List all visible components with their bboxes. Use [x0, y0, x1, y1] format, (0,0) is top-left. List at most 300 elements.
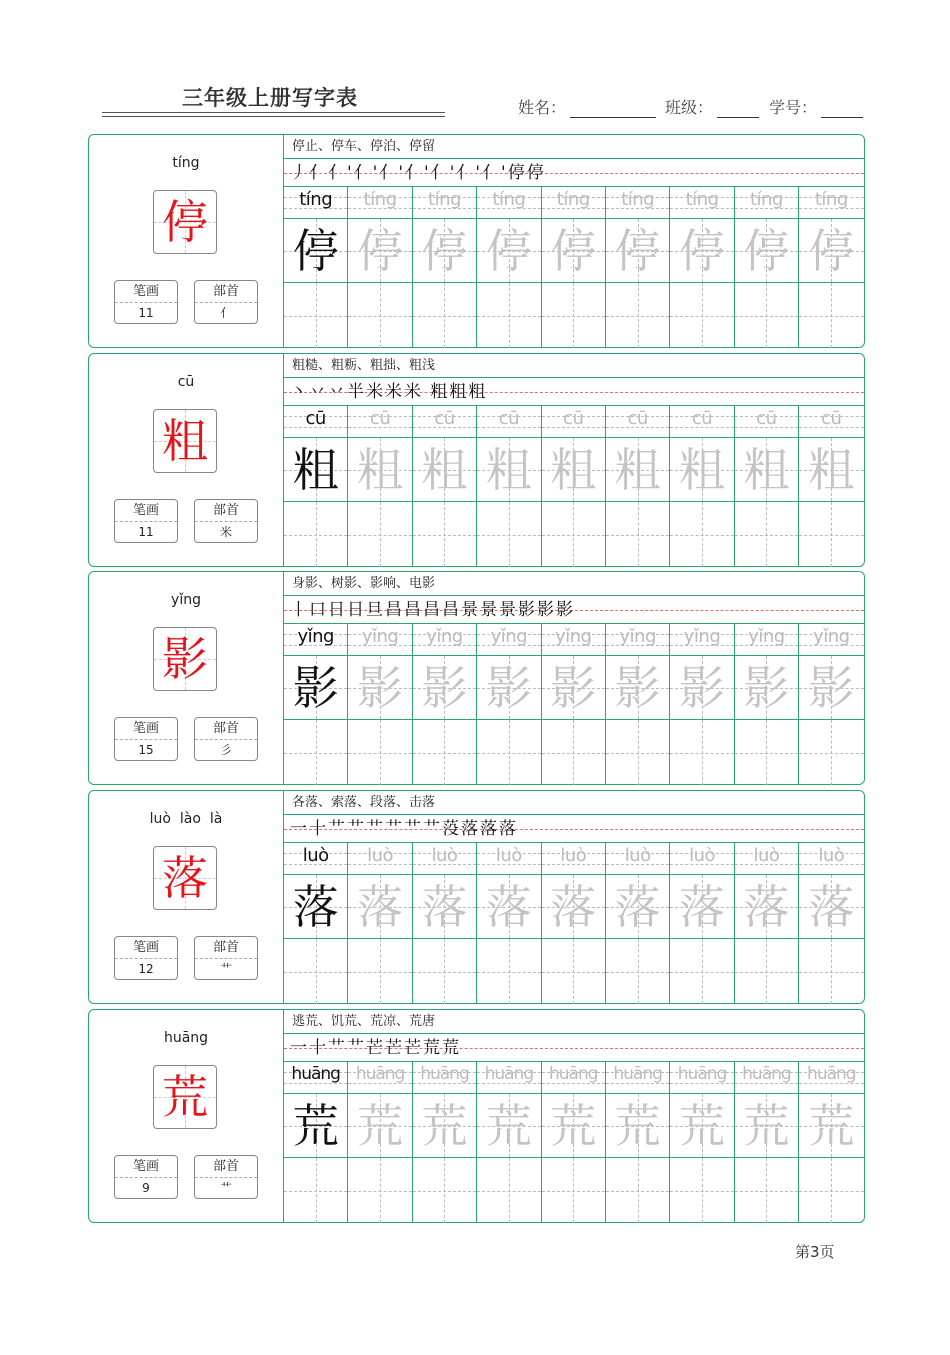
- stroke-count-value: 12: [138, 962, 154, 976]
- practice-column: [477, 843, 541, 1004]
- tracing-cell[interactable]: [477, 219, 540, 283]
- pinyin-cell: [799, 843, 863, 875]
- practice-column: [542, 1062, 606, 1223]
- practice-grid: [284, 406, 864, 567]
- practice-char: 影: [614, 661, 661, 715]
- practice-char: 落: [421, 880, 468, 934]
- char-display-box: [153, 190, 217, 254]
- practice-column: [606, 187, 670, 348]
- practice-column: [477, 1062, 541, 1223]
- tracing-cell[interactable]: [284, 219, 347, 283]
- tracing-cell[interactable]: [348, 656, 411, 720]
- practice-column: [735, 624, 799, 785]
- practice-column: [413, 406, 477, 567]
- practice-pinyin: cū: [434, 408, 455, 429]
- practice-panel: [284, 354, 864, 566]
- practice-column: [606, 1062, 670, 1223]
- practice-pinyin: yǐng: [361, 626, 399, 647]
- pinyin-cell: [735, 406, 798, 438]
- practice-char: 落: [743, 880, 790, 934]
- radical-value: 艹: [219, 962, 232, 976]
- writing-cell[interactable]: [799, 939, 863, 1004]
- practice-column: [284, 843, 348, 1004]
- practice-column: [799, 406, 863, 567]
- char-display-box: [153, 1065, 217, 1129]
- practice-char: 落: [679, 880, 726, 934]
- tracing-cell[interactable]: [477, 438, 540, 502]
- writing-cell[interactable]: [284, 720, 347, 785]
- practice-pinyin: tíng: [621, 189, 655, 210]
- practice-char: 粗: [485, 443, 532, 497]
- char-info-panel: [89, 135, 284, 347]
- practice-column: [670, 843, 734, 1004]
- practice-char: 粗: [421, 443, 468, 497]
- pinyin-cell: [477, 187, 540, 219]
- writing-cell[interactable]: [670, 502, 733, 567]
- practice-char: 荒: [743, 1099, 790, 1153]
- stroke-count-value: 11: [138, 306, 154, 320]
- practice-pinyin: yǐng: [490, 626, 528, 647]
- practice-char: 停: [550, 224, 597, 278]
- practice-char: 荒: [550, 1099, 597, 1153]
- practice-column: [542, 187, 606, 348]
- writing-cell[interactable]: [348, 720, 411, 785]
- writing-cell[interactable]: [606, 502, 669, 567]
- id-label: 学号：: [769, 98, 818, 117]
- practice-char: 荒: [679, 1099, 726, 1153]
- pinyin-cell: [477, 406, 540, 438]
- tracing-cell[interactable]: [542, 438, 605, 502]
- practice-char: 影: [292, 661, 339, 715]
- stroke-order-row: [284, 815, 864, 843]
- practice-column: [348, 406, 412, 567]
- featured-char: 停: [162, 195, 208, 249]
- practice-pinyin: cū: [563, 408, 584, 429]
- practice-column: [799, 187, 863, 348]
- tracing-cell[interactable]: [606, 438, 669, 502]
- practice-column: [799, 1062, 863, 1223]
- pinyin-cell: [799, 406, 863, 438]
- practice-pinyin: luò: [624, 845, 651, 866]
- writing-cell[interactable]: [735, 283, 798, 348]
- stroke-count-box: [114, 1155, 178, 1199]
- writing-cell[interactable]: [606, 1158, 669, 1223]
- practice-char: 停: [743, 224, 790, 278]
- writing-cell[interactable]: [542, 502, 605, 567]
- practice-column: [735, 406, 799, 567]
- tracing-cell[interactable]: [348, 875, 411, 939]
- practice-column: [799, 843, 863, 1004]
- writing-cell[interactable]: [348, 1158, 411, 1223]
- pinyin-cell: [735, 1062, 798, 1094]
- practice-pinyin: tíng: [685, 189, 719, 210]
- practice-panel: [284, 572, 864, 784]
- writing-cell[interactable]: [735, 720, 798, 785]
- pinyin-cell: [670, 843, 733, 875]
- pinyin-cell: [348, 843, 411, 875]
- practice-char: 影: [421, 661, 468, 715]
- tracing-cell[interactable]: [348, 1094, 411, 1158]
- practice-column: [606, 843, 670, 1004]
- practice-panel: [284, 791, 864, 1003]
- practice-column: [670, 406, 734, 567]
- practice-char: 荒: [808, 1099, 855, 1153]
- practice-grid: [284, 624, 864, 785]
- writing-cell[interactable]: [284, 283, 347, 348]
- tracing-cell[interactable]: [670, 1094, 733, 1158]
- tracing-cell[interactable]: [477, 1094, 540, 1158]
- pinyin-cell: [799, 187, 863, 219]
- practice-pinyin: cū: [821, 408, 842, 429]
- radical-value: 米: [219, 525, 232, 539]
- stroke-order-sequence: 一十艹艹艹艹艹艹莈落落落: [290, 819, 518, 839]
- tracing-cell[interactable]: [606, 656, 669, 720]
- name-field[interactable]: [518, 95, 656, 118]
- tracing-cell[interactable]: [670, 656, 733, 720]
- pinyin-cell: [606, 1062, 669, 1094]
- practice-char: 荒: [357, 1099, 404, 1153]
- practice-pinyin: cū: [369, 408, 391, 429]
- practice-char: 影: [550, 661, 597, 715]
- practice-column: [670, 187, 734, 348]
- radical-label: 部首: [195, 500, 257, 522]
- stroke-count-label: 笔画: [115, 500, 177, 522]
- pinyin-cell: [670, 1062, 733, 1094]
- class-label: 班级：: [665, 98, 714, 117]
- writing-cell[interactable]: [735, 939, 798, 1004]
- writing-cell[interactable]: [348, 502, 411, 567]
- writing-cell[interactable]: [413, 720, 476, 785]
- writing-cell[interactable]: [606, 939, 669, 1004]
- pinyin-cell: [799, 624, 863, 656]
- practice-pinyin: tíng: [428, 189, 461, 210]
- practice-column: [413, 624, 477, 785]
- writing-cell[interactable]: [799, 283, 863, 348]
- practice-column: [413, 187, 477, 348]
- tracing-cell[interactable]: [606, 219, 669, 283]
- practice-pinyin: luò: [689, 845, 715, 866]
- stroke-order-sequence: 丶丷丷半米米米 粗粗粗: [290, 382, 488, 402]
- character-card: [88, 1009, 865, 1223]
- stroke-count-box: [114, 280, 178, 324]
- writing-cell[interactable]: [542, 283, 605, 348]
- name-blank[interactable]: [570, 100, 656, 118]
- practice-column: [284, 624, 348, 785]
- class-field[interactable]: [665, 95, 759, 118]
- featured-char: 影: [162, 632, 208, 686]
- practice-column: [477, 406, 541, 567]
- radical-value: 亻: [219, 306, 232, 320]
- practice-char: 荒: [614, 1099, 661, 1153]
- writing-cell[interactable]: [542, 1158, 605, 1223]
- practice-char: 落: [808, 880, 855, 934]
- writing-cell[interactable]: [606, 720, 669, 785]
- practice-char: 影: [743, 661, 790, 715]
- practice-column: [799, 624, 863, 785]
- practice-char: 粗: [679, 443, 726, 497]
- radical-label: 部首: [195, 937, 257, 959]
- practice-char: 影: [679, 661, 726, 715]
- pinyin-cell: [348, 624, 411, 656]
- example-words: 粗糙、粗粝、粗拙、粗浅: [284, 354, 864, 378]
- writing-cell[interactable]: [413, 283, 476, 348]
- practice-char: 粗: [550, 443, 597, 497]
- page-number: 第3页: [795, 1243, 835, 1261]
- stroke-order-sequence: 丿亻亻'亻'亻'亻'亻'亻'亻'停停: [290, 163, 546, 183]
- title-underline-2: [102, 116, 445, 117]
- tracing-cell[interactable]: [413, 1094, 476, 1158]
- practice-char: 停: [485, 224, 532, 278]
- practice-pinyin: huāng: [613, 1064, 662, 1084]
- writing-cell[interactable]: [799, 502, 863, 567]
- example-words: 各落、索落、段落、击落: [284, 791, 864, 815]
- radical-label: 部首: [195, 1156, 257, 1178]
- tracing-cell[interactable]: [348, 219, 411, 283]
- writing-cell[interactable]: [477, 1158, 540, 1223]
- practice-pinyin: tíng: [363, 189, 397, 210]
- tracing-cell[interactable]: [477, 656, 540, 720]
- tracing-cell[interactable]: [606, 1094, 669, 1158]
- pinyin-cell: [670, 187, 733, 219]
- char-pinyin: luò lào là: [149, 811, 223, 827]
- example-words: 停止、停车、停泊、停留: [284, 135, 864, 159]
- writing-cell[interactable]: [670, 939, 733, 1004]
- practice-pinyin: tíng: [299, 189, 333, 210]
- pinyin-cell: [284, 624, 347, 656]
- radical-value: 彡: [219, 743, 232, 757]
- tracing-cell[interactable]: [735, 1094, 798, 1158]
- pinyin-cell: [735, 624, 798, 656]
- radical-box: [194, 936, 258, 980]
- example-words: 逃荒、饥荒、荒凉、荒唐: [284, 1010, 864, 1034]
- pinyin-cell: [477, 843, 540, 875]
- practice-char: 停: [679, 224, 726, 278]
- practice-pinyin: cū: [691, 408, 713, 429]
- practice-char: 停: [292, 224, 339, 278]
- writing-cell[interactable]: [477, 939, 540, 1004]
- character-card: [88, 571, 865, 785]
- pinyin-cell: [284, 1062, 347, 1094]
- tracing-cell[interactable]: [413, 656, 476, 720]
- writing-cell[interactable]: [413, 939, 476, 1004]
- practice-column: [735, 187, 799, 348]
- writing-cell[interactable]: [542, 939, 605, 1004]
- pinyin-cell: [348, 406, 411, 438]
- stroke-count-box: [114, 717, 178, 761]
- practice-char: 影: [357, 661, 404, 715]
- radical-box: [194, 1155, 258, 1199]
- tracing-cell[interactable]: [284, 1094, 347, 1158]
- pinyin-cell: [542, 187, 605, 219]
- tracing-cell[interactable]: [735, 875, 798, 939]
- writing-cell[interactable]: [284, 939, 347, 1004]
- practice-column: [348, 1062, 412, 1223]
- practice-column: [670, 1062, 734, 1223]
- practice-pinyin: yǐng: [297, 626, 334, 647]
- tracing-cell[interactable]: [542, 219, 605, 283]
- practice-pinyin: yǐng: [619, 626, 656, 647]
- pinyin-cell: [606, 406, 669, 438]
- pinyin-cell: [413, 187, 476, 219]
- pinyin-cell: [348, 187, 411, 219]
- practice-column: [606, 406, 670, 567]
- practice-pinyin: huāng: [291, 1064, 340, 1084]
- practice-char: 荒: [292, 1099, 339, 1153]
- practice-column: [284, 406, 348, 567]
- example-words: 身影、树影、影响、电影: [284, 572, 864, 596]
- char-pinyin: cū: [177, 374, 195, 390]
- class-blank[interactable]: [717, 100, 759, 118]
- char-display-box: [153, 627, 217, 691]
- practice-pinyin: yǐng: [426, 626, 463, 647]
- practice-pinyin: luò: [495, 845, 522, 866]
- writing-cell[interactable]: [606, 283, 669, 348]
- writing-cell[interactable]: [799, 1158, 863, 1223]
- practice-column: [670, 624, 734, 785]
- practice-column: [542, 624, 606, 785]
- practice-pinyin: luò: [753, 845, 780, 866]
- writing-cell[interactable]: [542, 720, 605, 785]
- stroke-count-value: 11: [138, 525, 154, 539]
- writing-cell[interactable]: [284, 502, 347, 567]
- page-title: 三年级上册写字表: [182, 86, 358, 110]
- practice-pinyin: luò: [818, 845, 845, 866]
- tracing-cell[interactable]: [284, 656, 347, 720]
- id-field[interactable]: [769, 95, 863, 118]
- featured-char: 粗: [162, 414, 208, 468]
- pinyin-cell: [477, 1062, 540, 1094]
- writing-cell[interactable]: [670, 1158, 733, 1223]
- stroke-order-sequence: 一十艹艹芒芒芒荒荒: [290, 1038, 461, 1058]
- tracing-cell[interactable]: [477, 875, 540, 939]
- tracing-cell[interactable]: [799, 656, 863, 720]
- pinyin-cell: [799, 1062, 863, 1094]
- writing-cell[interactable]: [670, 283, 733, 348]
- practice-column: [735, 1062, 799, 1223]
- tracing-cell[interactable]: [670, 219, 733, 283]
- practice-column: [348, 624, 412, 785]
- pinyin-cell: [413, 843, 476, 875]
- practice-column: [284, 1062, 348, 1223]
- practice-char: 粗: [292, 443, 339, 497]
- practice-char: 停: [357, 224, 404, 278]
- pinyin-cell: [477, 624, 540, 656]
- tracing-cell[interactable]: [348, 438, 411, 502]
- tracing-cell[interactable]: [670, 875, 733, 939]
- tracing-cell[interactable]: [542, 656, 605, 720]
- practice-column: [735, 843, 799, 1004]
- tracing-cell[interactable]: [413, 219, 476, 283]
- radical-label: 部首: [195, 281, 257, 303]
- tracing-cell[interactable]: [735, 438, 798, 502]
- char-pinyin: huāng: [163, 1030, 209, 1046]
- tracing-cell[interactable]: [735, 219, 798, 283]
- practice-pinyin: huāng: [807, 1064, 856, 1084]
- pinyin-cell: [606, 843, 669, 875]
- practice-pinyin: huāng: [677, 1064, 727, 1084]
- practice-char: 落: [614, 880, 661, 934]
- writing-cell[interactable]: [477, 502, 540, 567]
- writing-cell[interactable]: [735, 502, 798, 567]
- writing-cell[interactable]: [477, 720, 540, 785]
- tracing-cell[interactable]: [413, 438, 476, 502]
- practice-char: 落: [485, 880, 532, 934]
- writing-cell[interactable]: [413, 502, 476, 567]
- stroke-order-row: [284, 596, 864, 624]
- featured-char: 落: [162, 851, 208, 905]
- tracing-cell[interactable]: [799, 438, 863, 502]
- practice-pinyin: tíng: [556, 189, 590, 210]
- tracing-cell[interactable]: [606, 875, 669, 939]
- writing-cell[interactable]: [348, 939, 411, 1004]
- stroke-order-row: [284, 159, 864, 187]
- stroke-order-row: [284, 1034, 864, 1062]
- radical-box: [194, 499, 258, 543]
- stroke-count-value: 9: [142, 1181, 150, 1195]
- id-blank[interactable]: [821, 100, 863, 118]
- stroke-count-box: [114, 936, 178, 980]
- pinyin-cell: [542, 843, 605, 875]
- practice-pinyin: cū: [305, 408, 326, 429]
- stroke-order-sequence: 丨口日日旦昌昌昌昌景景景影影影: [290, 600, 575, 620]
- stroke-count-label: 笔画: [115, 718, 177, 740]
- tracing-cell[interactable]: [735, 656, 798, 720]
- tracing-cell[interactable]: [542, 875, 605, 939]
- practice-pinyin: tíng: [749, 189, 783, 210]
- tracing-cell[interactable]: [799, 219, 863, 283]
- pinyin-cell: [284, 843, 347, 875]
- character-card: [88, 790, 865, 1004]
- writing-cell[interactable]: [799, 720, 863, 785]
- practice-char: 粗: [614, 443, 661, 497]
- practice-pinyin: yǐng: [813, 626, 850, 647]
- writing-cell[interactable]: [670, 720, 733, 785]
- practice-column: [477, 187, 541, 348]
- stroke-count-box: [114, 499, 178, 543]
- char-pinyin: yǐng: [171, 592, 201, 608]
- practice-pinyin: cū: [498, 408, 520, 429]
- tracing-cell[interactable]: [413, 875, 476, 939]
- practice-panel: [284, 135, 864, 347]
- writing-cell[interactable]: [735, 1158, 798, 1223]
- radical-label: 部首: [195, 718, 257, 740]
- radical-box: [194, 280, 258, 324]
- pinyin-cell: [542, 624, 605, 656]
- pinyin-cell: [542, 406, 605, 438]
- writing-cell[interactable]: [477, 283, 540, 348]
- practice-column: [348, 187, 412, 348]
- writing-cell[interactable]: [413, 1158, 476, 1223]
- pinyin-cell: [606, 187, 669, 219]
- tracing-cell[interactable]: [284, 438, 347, 502]
- pinyin-cell: [413, 406, 476, 438]
- char-display-box: [153, 409, 217, 473]
- practice-char: 粗: [808, 443, 855, 497]
- pinyin-cell: [413, 624, 476, 656]
- tracing-cell[interactable]: [799, 1094, 863, 1158]
- tracing-cell[interactable]: [284, 875, 347, 939]
- practice-pinyin: huāng: [484, 1064, 534, 1084]
- practice-char: 落: [357, 880, 404, 934]
- writing-cell[interactable]: [284, 1158, 347, 1223]
- practice-column: [413, 843, 477, 1004]
- tracing-cell[interactable]: [799, 875, 863, 939]
- tracing-cell[interactable]: [670, 438, 733, 502]
- writing-cell[interactable]: [348, 283, 411, 348]
- practice-char: 停: [614, 224, 661, 278]
- practice-char: 粗: [743, 443, 790, 497]
- tracing-cell[interactable]: [542, 1094, 605, 1158]
